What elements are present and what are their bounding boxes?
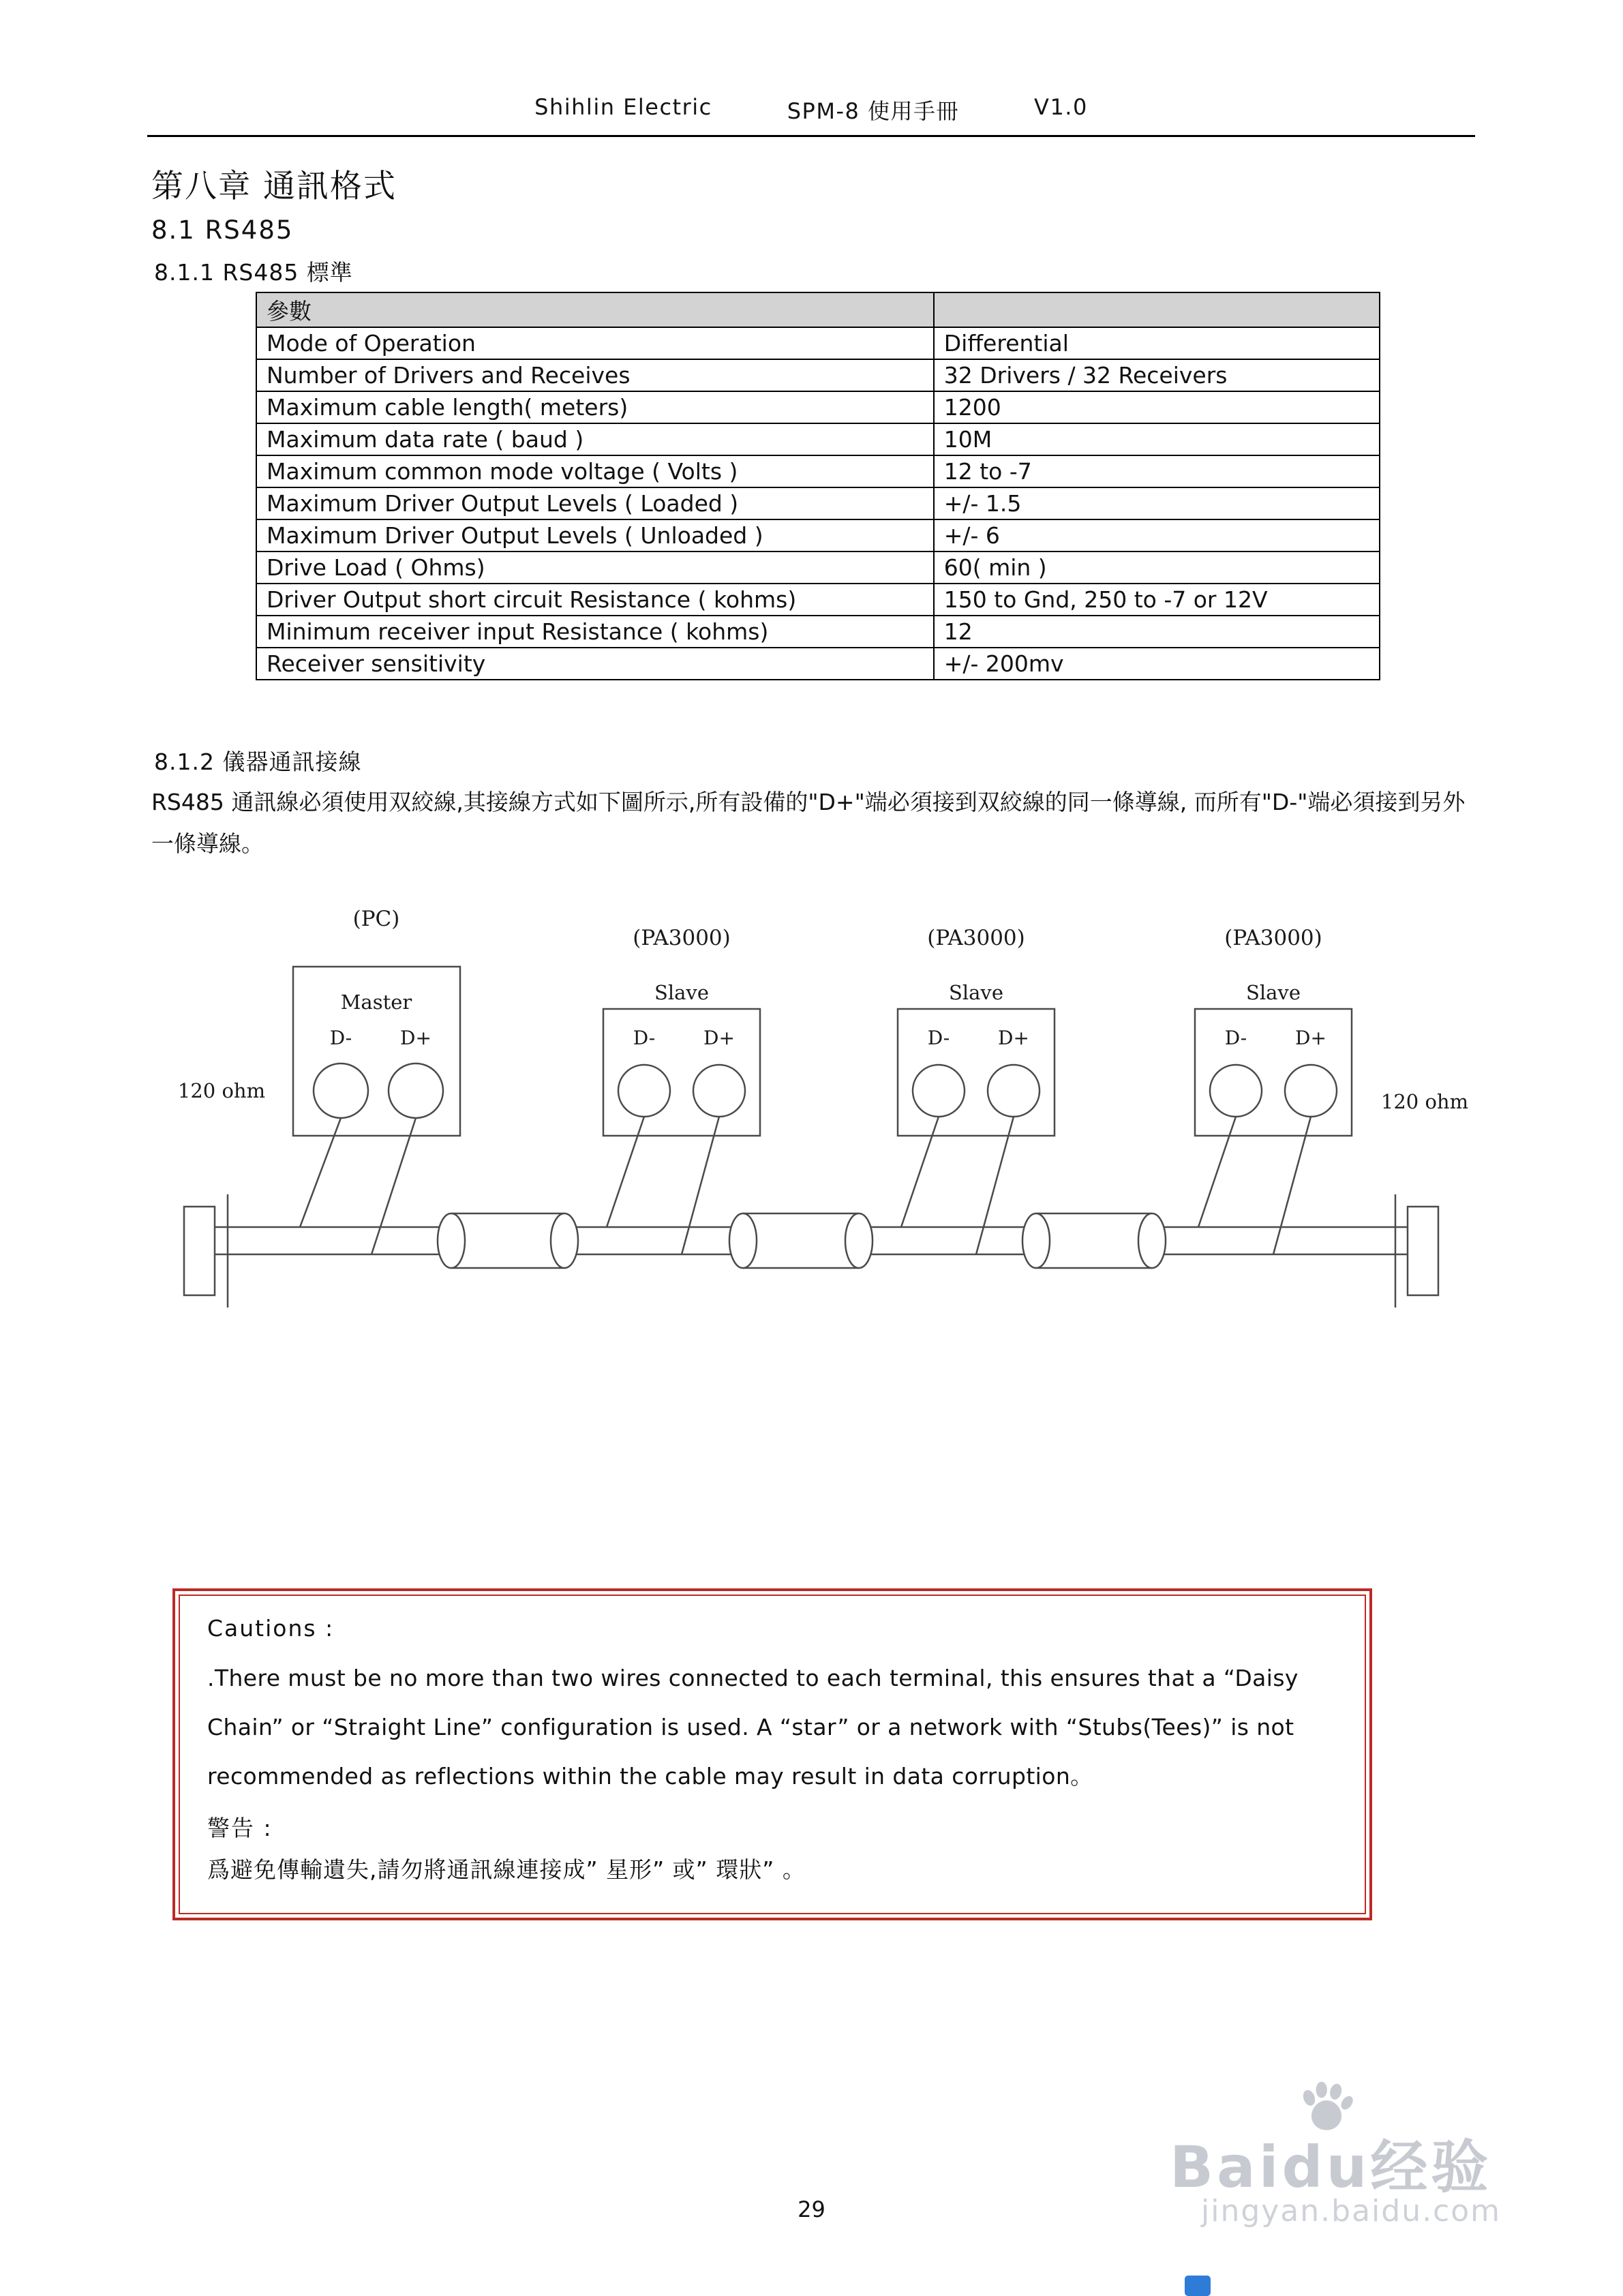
table-row [256,487,1380,519]
param-value: 150 to Gnd, 250 to -7 or 12V [934,584,1380,616]
pa3000-label: (PA3000) [633,926,731,950]
slave-device-3 [1195,1009,1352,1254]
param-name: Maximum cable length( meters) [256,391,934,423]
param-value: Differential [934,327,1380,359]
caution-body-text: .There must be no more than two wires connected to each terminal, this ensures that a “Daisy Chain” or “Straight Line” configuration is used. A “star” or a network with “Stubs(Tees)” is not recommended as reflections within the cable may result in data corruption。 [207,1665,1299,1789]
table-row [256,359,1380,391]
table-row [256,648,1380,680]
pa3000-label: (PA3000) [927,926,1025,950]
slave-label: Slave [1246,981,1301,1004]
param-name: Maximum Driver Output Levels ( Unloaded ) [256,519,934,552]
param-value: 10M [934,423,1380,455]
param-name: Mode of Operation [256,327,934,359]
param-value: +/- 6 [934,519,1380,552]
table-row [256,423,1380,455]
caution-box [172,1588,1372,1920]
terminal-label-minus: D- [329,1027,352,1049]
param-name: Maximum data rate ( baud ) [256,423,934,455]
param-name: Maximum common mode voltage ( Volts ) [256,455,934,487]
header-company: Shihlin Electric [534,94,712,120]
table-row [256,391,1380,423]
table-row [256,584,1380,616]
param-value: +/- 200mv [934,648,1380,680]
param-name: Receiver sensitivity [256,648,934,680]
warning-title: 警告 : [207,1814,273,1841]
param-name: Maximum Driver Output Levels ( Loaded ) [256,487,934,519]
document-header [147,94,1475,125]
watermark-badge-icon [1185,2276,1211,2296]
table-header-row [256,292,1380,327]
param-value: +/- 1.5 [934,487,1380,519]
table-row [256,327,1380,359]
warning-text: 爲避免傳輸遺失,請勿將通訊線連接成” 星形” 或” 環狀” 。 [207,1856,806,1883]
table-header-value [934,292,1380,327]
param-value: 60( min ) [934,552,1380,584]
section-8-1-1-heading: 8.1.1 RS485 標準 [154,259,353,286]
param-value: 32 Drivers / 32 Receivers [934,359,1380,391]
table-row [256,616,1380,648]
pc-label: (PC) [352,907,400,931]
cable-segment [438,1213,578,1268]
terminal-label-plus: D+ [400,1027,431,1049]
section-8-1-2-heading: 8.1.2 儀器通訊接線 [154,749,362,775]
cable-segment [1022,1213,1166,1268]
master-label: Master [340,991,412,1014]
param-name: Driver Output short circuit Resistance ( kohms) [256,584,934,616]
slave-label: Slave [654,981,709,1004]
watermark-brand: Baidu经验 [1170,2134,1492,2201]
caution-box-inner [179,1595,1366,1914]
section-8-1-heading: 8.1 RS485 [151,215,294,245]
terminal-label-minus: D- [633,1027,656,1049]
resistor-label-right: 120 ohm [1380,1090,1469,1113]
watermark-url: jingyan.baidu.com [1201,2194,1502,2229]
pa3000-label: (PA3000) [1224,926,1322,950]
table-row [256,552,1380,584]
param-value: 12 to -7 [934,455,1380,487]
table-row [256,519,1380,552]
param-name: Drive Load ( Ohms) [256,552,934,584]
wiring-description: RS485 通訊線必須使用双絞線,其接線方式如下圖所示,所有設備的"D+"端必須接到双絞線的同一條導線, 而所有"D-"端必須接到另外一條導線。 [151,789,1466,858]
page-number: 29 [798,2196,825,2222]
table-header-param: 參數 [256,292,934,327]
terminator-right [1395,1194,1438,1308]
terminal-label-minus: D- [1224,1027,1247,1049]
table-row [256,455,1380,487]
header-version: V1.0 [1034,94,1088,120]
slave-label: Slave [949,981,1003,1004]
chapter-title: 第八章 通訊格式 [151,168,397,205]
param-name: Number of Drivers and Receives [256,359,934,391]
param-value: 1200 [934,391,1380,423]
rs485-wiring-diagram [0,886,1623,1336]
terminator-left [184,1194,228,1308]
header-divider [147,135,1475,137]
rs485-spec-table [256,292,1380,680]
terminal-label-plus: D+ [1295,1027,1326,1049]
header-doc-title: SPM-8 使用手冊 [787,98,960,124]
terminal-label-plus: D+ [998,1027,1029,1049]
caution-title: Cautions : [207,1615,335,1642]
resistor-label-left: 120 ohm [177,1079,266,1102]
cable-segment [729,1213,873,1268]
param-value: 12 [934,616,1380,648]
terminal-label-minus: D- [927,1027,950,1049]
param-name: Minimum receiver input Resistance ( kohms) [256,616,934,648]
terminal-label-plus: D+ [703,1027,735,1049]
